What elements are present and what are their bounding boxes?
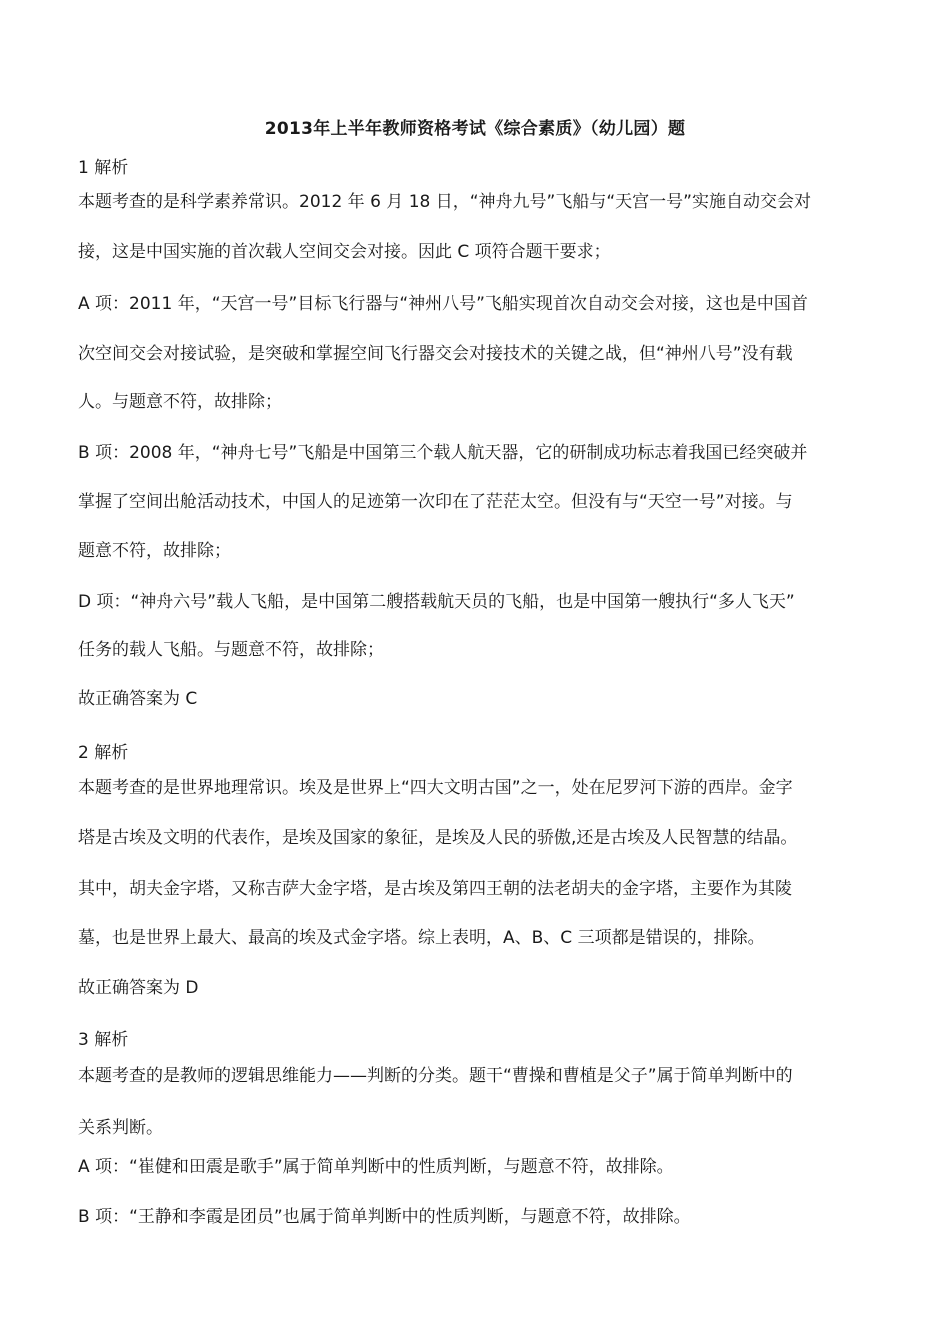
text-line: 本题考查的是科学素养常识。2012 年 6 月 18 日，“神舟九号”飞船与“天宫一号”实施自动交会对: [78, 192, 811, 212]
text-line: 掌握了空间出舱活动技术，中国人的足迹第一次印在了茫茫太空。但没有与“天空一号”对接。与: [78, 492, 793, 512]
text-line: 本题考查的是世界地理常识。埃及是世界上“四大文明古国”之一，处在尼罗河下游的西岸。金字: [78, 778, 793, 798]
section-heading-2: 2 解析: [78, 743, 129, 763]
text-line: 其中，胡夫金字塔，又称吉萨大金字塔，是古埃及第四王朝的法老胡夫的金字塔，主要作为其陵: [78, 879, 792, 899]
text-line: 本题考查的是教师的逻辑思维能力——判断的分类。题干“曹操和曹植是父子”属于简单判断中的: [78, 1066, 793, 1086]
section-heading-3: 3 解析: [78, 1030, 129, 1050]
text-line: B 项：“王静和李霞是团员”也属于简单判断中的性质判断，与题意不符，故排除。: [78, 1207, 691, 1227]
answer-line: 故正确答案为 C: [78, 689, 198, 709]
text-line: D 项：“神舟六号”载人飞船，是中国第二艘搭载航天员的飞船，也是中国第一艘执行“多人飞天”: [78, 592, 795, 612]
text-line: B 项：2008 年，“神舟七号”飞船是中国第三个载人航天器，它的研制成功标志着我国已经突破并: [78, 443, 808, 463]
answer-line: 故正确答案为 D: [78, 978, 199, 998]
text-line: 墓，也是世界上最大、最高的埃及式金字塔。综上表明，A、B、C 三项都是错误的，排除。: [78, 928, 765, 948]
text-line: 次空间交会对接试验，是突破和掌握空间飞行器交会对接技术的关键之战，但“神州八号”没有载: [78, 344, 793, 364]
section-heading-1: 1 解析: [78, 158, 129, 178]
text-line: 接，这是中国实施的首次载人空间交会对接。因此 C 项符合题干要求；: [78, 242, 611, 262]
text-line: 关系判断。: [78, 1118, 163, 1138]
text-line: 塔是古埃及文明的代表作，是埃及国家的象征，是埃及人民的骄傲,还是古埃及人民智慧的结晶。: [78, 828, 798, 848]
text-line: 任务的载人飞船。与题意不符，故排除；: [78, 640, 384, 660]
text-line: 题意不符，故排除；: [78, 541, 231, 561]
document-title: 2013年上半年教师资格考试《综合素质》（幼儿园）题: [264, 119, 686, 139]
text-line: 人。与题意不符，故排除；: [78, 392, 282, 412]
text-line: A 项：“崔健和田震是歌手”属于简单判断中的性质判断，与题意不符，故排除。: [78, 1157, 674, 1177]
text-line: A 项：2011 年，“天宫一号”目标飞行器与“神州八号”飞船实现首次自动交会对接，这也是中国首: [78, 294, 808, 314]
